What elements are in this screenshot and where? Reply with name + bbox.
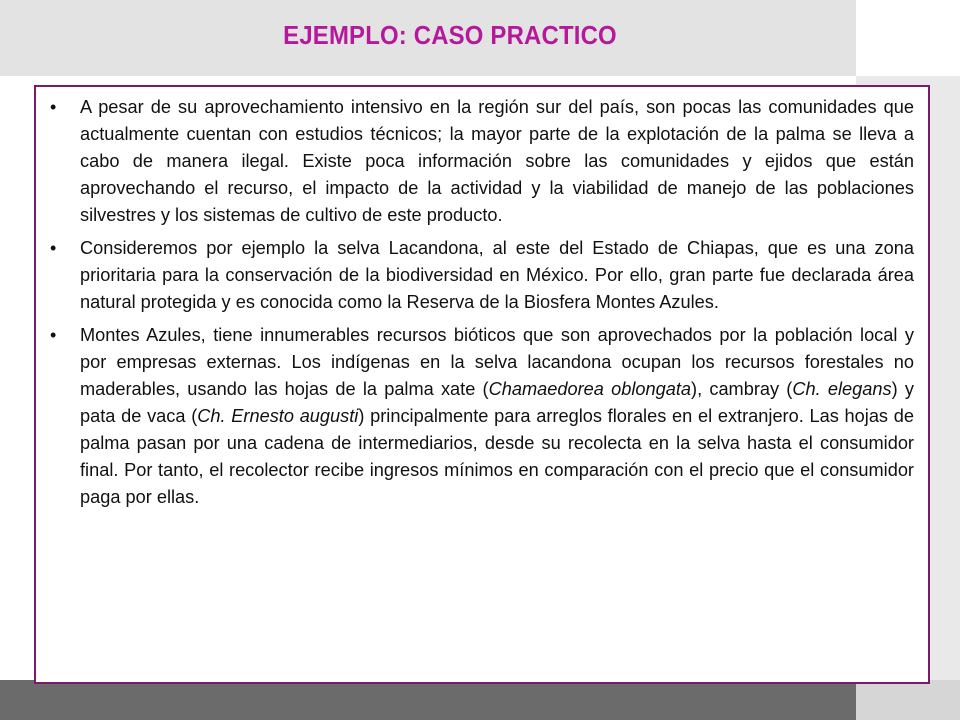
bullet-dot: •	[50, 97, 57, 117]
text-segment: ) y pata de vaca (	[80, 379, 914, 426]
text-segment: A pesar de su aprovechamiento intensivo en la región sur del país, son pocas las comunidades que actualmente cuentan con estudios técnicos; la mayor parte de la explotación de la palma se lleva a cabo de manera ilegal. Existe poca información sobre las comunidades y ejidos que están aprovechando el recurso, el impacto de la actividad y la viabilidad de manejo de las poblaciones silvestres y los sistemas de cultivo de este producto.	[80, 97, 914, 225]
text-segment: ) principalmente para arreglos florales en el extranjero. Las hojas de palma pasan por una cadena de intermediarios, desde su recolecta en la selva hasta el consumidor final. Por tanto, el recolector recibe ingresos mínimos en comparación con el precio que el consumidor paga por ellas.	[80, 406, 914, 507]
species-name: Ch. elegans	[792, 379, 892, 399]
slide-title: EJEMPLO: CASO PRACTICO	[283, 20, 617, 50]
bullet-text	[80, 97, 914, 225]
bullet-dot: •	[50, 238, 57, 258]
bullet-item	[48, 322, 914, 511]
bottom-right-decor-band	[856, 680, 960, 720]
bottom-decor-band	[0, 680, 856, 720]
bullet-item	[48, 94, 914, 229]
bullet-item	[48, 235, 914, 316]
text-segment: ), cambray (	[691, 379, 793, 399]
bullet-text	[80, 238, 914, 312]
species-name: Ch. Ernesto augusti	[197, 406, 359, 426]
bullet-text	[80, 325, 914, 507]
content-frame	[34, 85, 930, 684]
text-segment: Montes Azules, tiene innumerables recursos bióticos que son aprovechados por la población local y por empresas externas. Los indígenas en la selva lacandona ocupan los recursos forestales no maderables, usando las hojas de la palma xate (	[80, 325, 914, 399]
bullet-dot: •	[50, 325, 57, 345]
bullet-list	[48, 94, 914, 511]
text-segment: Consideremos por ejemplo la selva Lacandona, al este del Estado de Chiapas, que es una zona prioritaria para la conservación de la biodiversidad en México. Por ello, gran parte fue declarada área natural protegida y es conocida como la Reserva de la Biosfera Montes Azules.	[80, 238, 914, 312]
species-name: Chamaedorea oblongata	[488, 379, 692, 399]
